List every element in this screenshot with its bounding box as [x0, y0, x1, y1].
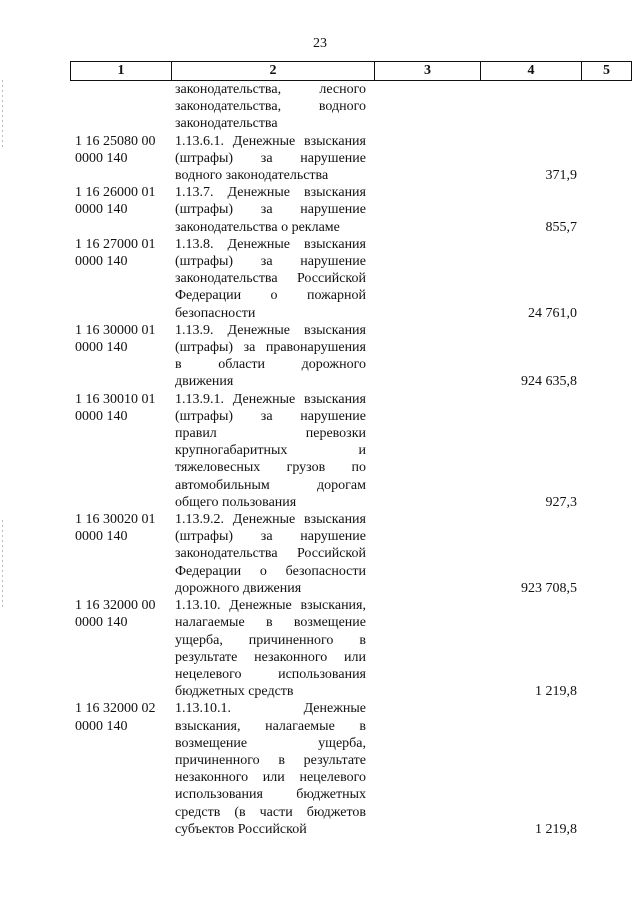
budget-code-line: 0000 140 [75, 254, 128, 270]
amount-value: 1 219,8 [535, 821, 577, 837]
budget-code-line: 1 16 25080 00 [75, 133, 156, 149]
amount-value: 927,3 [545, 494, 577, 510]
scan-margin-mark-top [2, 80, 3, 150]
empty-cell-col5 [581, 81, 632, 133]
table-body [70, 81, 632, 838]
amount-cell [480, 236, 581, 322]
budget-code-line: 0000 140 [75, 150, 128, 166]
budget-code-line: 0000 140 [75, 615, 128, 631]
table-row [70, 81, 632, 133]
description-line: (штрафы) за нарушение [175, 529, 366, 545]
budget-code-cell [70, 236, 171, 322]
amount-value: 371,9 [545, 168, 577, 184]
empty-cell-col5 [581, 184, 632, 236]
empty-cell-col3 [374, 700, 480, 838]
budget-code-line: 1 16 26000 01 [75, 185, 156, 201]
description-line: движения [175, 374, 234, 390]
description-line: (штрафы) за нарушение [175, 150, 366, 166]
description-line: причиненного в результате [175, 752, 366, 768]
description-line: в области дорожного [175, 357, 366, 373]
amount-value: 855,7 [545, 219, 577, 235]
budget-code-cell [70, 511, 171, 597]
budget-code-line: 0000 140 [75, 718, 128, 734]
description-cell [171, 133, 374, 185]
description-cell [171, 236, 374, 322]
amount-cell [480, 133, 581, 185]
column-header-2: 2 [172, 62, 375, 80]
empty-cell-col3 [374, 133, 480, 185]
empty-cell-col3 [374, 81, 480, 133]
amount-value: 1 219,8 [535, 684, 577, 700]
description-line: Федерации о безопасности [175, 563, 366, 579]
amount-cell [480, 700, 581, 838]
budget-code-line: 0000 140 [75, 408, 128, 424]
empty-cell-col3 [374, 322, 480, 391]
budget-code-cell [70, 133, 171, 185]
empty-cell-col3 [374, 511, 480, 597]
table-row [70, 391, 632, 511]
budget-code-line: 1 16 30000 01 [75, 322, 156, 338]
description-line: автомобильным дорогам [175, 477, 366, 493]
description-cell [171, 322, 374, 391]
description-line: законодательства о рекламе [175, 219, 340, 235]
budget-code-line: 0000 140 [75, 529, 128, 545]
description-line: дорожного движения [175, 580, 302, 596]
description-line: безопасности [175, 305, 256, 321]
description-cell [171, 700, 374, 838]
description-line: возмещение ущерба, [175, 735, 366, 751]
description-cell [171, 597, 374, 700]
empty-cell-col5 [581, 322, 632, 391]
amount-cell [480, 597, 581, 700]
empty-cell-col3 [374, 184, 480, 236]
empty-cell-col5 [581, 597, 632, 700]
description-line: незаконного или нецелевого [175, 770, 366, 786]
description-line: (штрафы) за нарушение [175, 254, 366, 270]
budget-code-line: 1 16 32000 00 [75, 598, 156, 614]
description-line: (штрафы) за правонарушения [175, 340, 366, 356]
description-line: законодательства Российской [175, 546, 366, 562]
table-row [70, 511, 632, 597]
table-row [70, 322, 632, 391]
description-line: средств (в части бюджетов [175, 804, 366, 820]
empty-cell-col5 [581, 511, 632, 597]
description-line: законодательства, водного [175, 99, 366, 115]
description-line: результате незаконного или [175, 649, 366, 665]
empty-cell-col3 [374, 236, 480, 322]
budget-code-line: 1 16 32000 02 [75, 701, 156, 717]
description-line: законодательства [175, 116, 278, 132]
description-line: правил перевозки [175, 426, 366, 442]
description-line: (штрафы) за нарушение [175, 202, 366, 218]
description-line: законодательства, лесного [175, 82, 366, 97]
empty-cell-col5 [581, 133, 632, 185]
description-line: 1.13.7. Денежные взыскания [175, 185, 366, 201]
description-line: 1.13.10. Денежные взыскания, [175, 598, 366, 614]
table-row [70, 597, 632, 700]
budget-code-cell [70, 700, 171, 838]
amount-value: 24 761,0 [528, 305, 577, 321]
description-cell [171, 511, 374, 597]
column-header-3: 3 [375, 62, 481, 80]
description-line: нецелевого использования [175, 666, 366, 682]
description-cell [171, 81, 374, 133]
column-header-4: 4 [481, 62, 582, 80]
description-line: Федерации о пожарной [175, 288, 366, 304]
amount-cell [480, 184, 581, 236]
description-line: бюджетных средств [175, 684, 294, 700]
description-line: (штрафы) за нарушение [175, 408, 366, 424]
table-row [70, 700, 632, 838]
table-header [70, 61, 632, 81]
description-cell [171, 391, 374, 511]
budget-code-line: 1 16 27000 01 [75, 236, 156, 252]
description-line: крупногабаритных и [175, 443, 366, 459]
description-line: 1.13.9.1. Денежные взыскания [175, 391, 366, 407]
column-header-5: 5 [603, 63, 610, 78]
description-cell [171, 184, 374, 236]
table-row [70, 236, 632, 322]
description-line: 1.13.9. Денежные взыскания [175, 322, 366, 338]
description-line: использования бюджетных [175, 787, 366, 803]
description-line: водного законодательства [175, 168, 329, 184]
budget-code-cell [70, 184, 171, 236]
empty-cell-col3 [374, 391, 480, 511]
budget-code-line: 1 16 30020 01 [75, 512, 156, 528]
description-line: 1.13.9.2. Денежные взыскания [175, 512, 366, 528]
amount-value: 923 708,5 [521, 580, 577, 596]
empty-cell-col3 [374, 597, 480, 700]
description-line: 1.13.10.1. Денежные [175, 701, 366, 717]
description-line: 1.13.6.1. Денежные взыскания [175, 133, 366, 149]
description-line: общего пользования [175, 494, 297, 510]
description-line: налагаемые в возмещение [175, 615, 366, 631]
budget-code-cell [70, 391, 171, 511]
empty-cell-col5 [581, 391, 632, 511]
budget-code-cell [70, 322, 171, 391]
budget-code-cell [70, 81, 171, 133]
table-row [70, 184, 632, 236]
description-line: субъектов Российской [175, 821, 307, 837]
description-line: законодательства Российской [175, 271, 366, 287]
budget-code-line: 0000 140 [75, 202, 128, 218]
amount-cell [480, 81, 581, 133]
scan-margin-mark-bottom [2, 520, 3, 610]
column-header-1: 1 [71, 62, 172, 80]
budget-code-line: 0000 140 [75, 340, 128, 356]
amount-cell [480, 511, 581, 597]
amount-cell [480, 322, 581, 391]
page-number: 23 [313, 36, 327, 51]
empty-cell-col5 [581, 236, 632, 322]
amount-value: 924 635,8 [521, 374, 577, 390]
description-line: 1.13.8. Денежные взыскания [175, 236, 366, 252]
budget-code-line: 1 16 30010 01 [75, 391, 156, 407]
budget-code-cell [70, 597, 171, 700]
description-line: взыскания, налагаемые в [175, 718, 366, 734]
table-row [70, 133, 632, 185]
description-line: ущерба, причиненного в [175, 632, 366, 648]
description-line: тяжеловесных грузов по [175, 460, 366, 476]
amount-cell [480, 391, 581, 511]
empty-cell-col5 [581, 700, 632, 838]
